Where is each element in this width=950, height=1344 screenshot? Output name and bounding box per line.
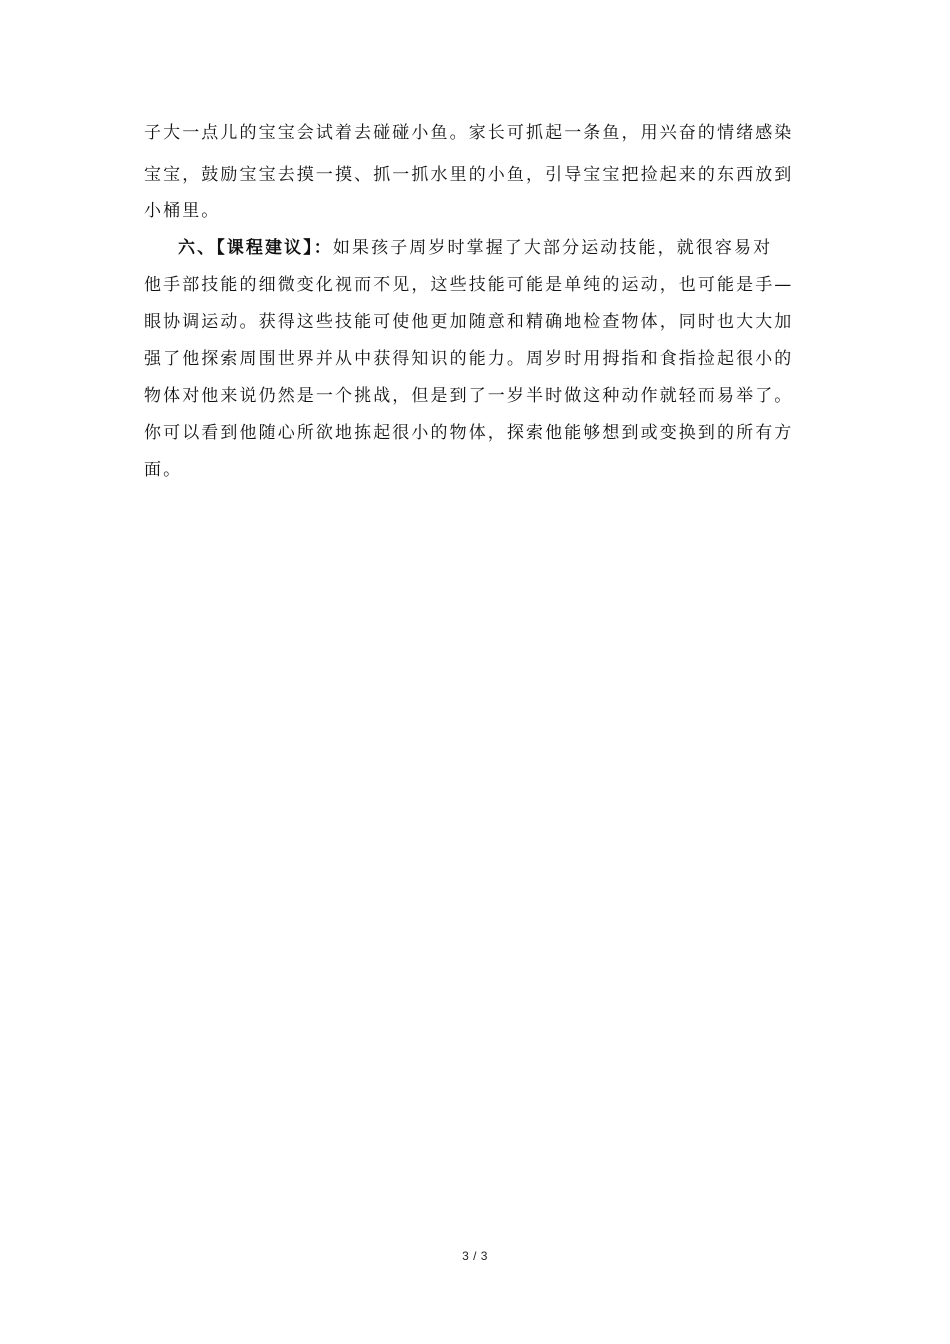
paragraph-line: 宝宝，鼓励宝宝去摸一摸、抓一抓水里的小鱼，引导宝宝把捡起来的东西放到 — [144, 165, 794, 185]
paragraph-line: 面。 — [144, 460, 183, 480]
paragraph-line: 强了他探索周围世界并从中获得知识的能力。周岁时用拇指和食指捡起很小的 — [144, 349, 794, 369]
section-first-line — [178, 236, 818, 260]
section-heading: 六、【课程建议】： — [178, 238, 333, 258]
paragraph-line: 子大一点儿的宝宝会试着去碰碰小鱼。家长可抓起一条鱼，用兴奋的情绪感染 — [144, 123, 794, 143]
paragraph-line: 他手部技能的细微变化视而不见，这些技能可能是单纯的运动，也可能是手— — [144, 275, 794, 295]
paragraph-line: 眼协调运动。获得这些技能可使他更加随意和精确地检查物体，同时也大大加 — [144, 312, 794, 332]
paragraph-line: 物体对他来说仍然是一个挑战，但是到了一岁半时做这种动作就轻而易举了。 — [144, 386, 794, 406]
paragraph-line: 你可以看到他随心所欲地拣起很小的物体，探索他能够想到或变换到的所有方 — [144, 423, 794, 443]
section-first-line-text: 如果孩子周岁时掌握了大部分运动技能，就很容易对 — [332, 238, 773, 258]
page-number: 3 / 3 — [462, 1249, 488, 1263]
paragraph-line: 小桶里。 — [144, 201, 221, 221]
